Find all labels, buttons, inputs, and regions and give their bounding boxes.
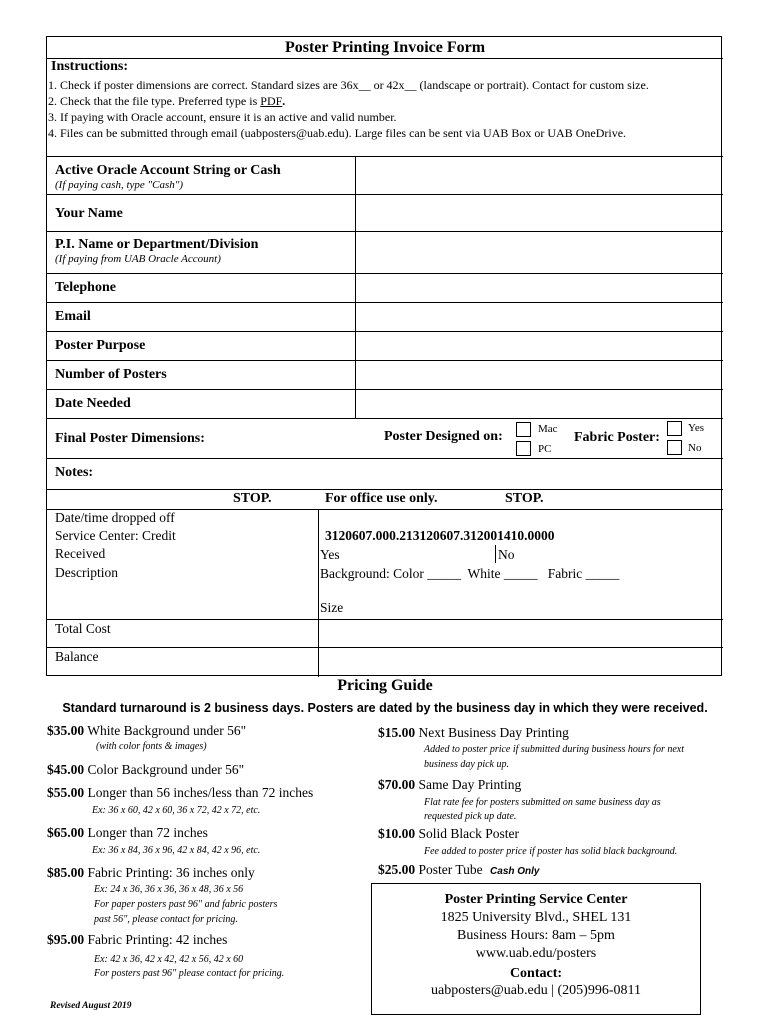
telephone-label: Telephone [55, 280, 116, 295]
price-note-next-day-b: business day pick up. [424, 759, 509, 770]
instruction-3: 3. If paying with Oracle account, ensure it is an active and valid number. [48, 110, 397, 124]
instruction-4: 4. Files can be submitted through email (uabposters@uab.edu). Large files can be sent via UAB Box or UAB OneDrive. [48, 126, 627, 140]
price-row-tube: $25.00 Poster Tube Cash Only [378, 862, 540, 877]
telephone-input[interactable] [356, 274, 722, 302]
row-divider [47, 619, 723, 620]
fabric-yes-label: Yes [688, 422, 705, 434]
balance-label: Balance [55, 649, 99, 664]
fabric-no-label: No [688, 442, 702, 454]
purpose-input[interactable] [356, 332, 722, 360]
price-row-fabric36: $85.00 Fabric Printing: 36 inches only [47, 865, 255, 880]
center-address: 1825 University Blvd., SHEL 131 [440, 910, 632, 925]
description-label: Description [55, 565, 118, 580]
price-note-fabric36-c: past 56", please contact for pricing. [94, 914, 238, 925]
price-note-same-day-a: Flat rate fee for posters submitted on same business day as [424, 797, 661, 808]
name-label: Your Name [55, 206, 123, 221]
total-cost-label: Total Cost [55, 621, 111, 636]
price-note-white: (with color fonts & images) [96, 741, 207, 752]
mac-checkbox[interactable] [516, 422, 531, 437]
date-label: Date Needed [55, 396, 131, 411]
background-line: Background: Color _____ White _____ Fabric _____ [320, 566, 620, 581]
pi-input[interactable] [356, 232, 722, 273]
price-row-same-day: $70.00 Same Day Printing [378, 777, 522, 792]
received-no: No [498, 547, 515, 562]
price-note-fabric36-b: For paper posters past 96" and fabric posters [94, 899, 278, 910]
dropped-off-label: Date/time dropped off [55, 510, 175, 525]
stop-left: STOP. [233, 491, 272, 506]
dimensions-label: Final Poster Dimensions: [55, 431, 205, 446]
number-label: Number of Posters [55, 367, 167, 382]
column-divider [495, 545, 496, 563]
size-label: Size [320, 600, 344, 615]
price-note-black: Fee added to poster price if poster has solid black background. [424, 846, 678, 857]
contact-label: Contact: [509, 966, 563, 981]
contact-info[interactable]: uabposters@uab.edu | (205)996-0811 [431, 983, 641, 998]
pc-checkbox[interactable] [516, 441, 531, 456]
notes-input[interactable] [107, 459, 721, 489]
form-title: Poster Printing Invoice Form [284, 39, 486, 56]
cash-only-note: Cash Only [490, 866, 540, 877]
name-input[interactable] [356, 195, 722, 231]
center-name: Poster Printing Service Center [444, 892, 628, 907]
price-note-same-day-b: requested pick up date. [424, 811, 517, 822]
instructions-list [48, 77, 720, 141]
price-row-black: $10.00 Solid Black Poster [378, 826, 519, 841]
invoice-form [46, 36, 722, 676]
service-center-label: Service Center: Credit [55, 528, 176, 543]
pdf-text: PDF [260, 94, 283, 108]
price-note-next-day-a: Added to poster price if submitted during business hours for next [424, 744, 684, 755]
mac-label: Mac [538, 423, 558, 435]
fabric-label: Fabric Poster: [574, 430, 660, 445]
oracle-input[interactable] [356, 157, 722, 194]
price-row-fabric42: $95.00 Fabric Printing: 42 inches [47, 932, 228, 947]
fabric-yes-checkbox[interactable] [667, 421, 682, 436]
designed-label: Poster Designed on: [384, 429, 503, 444]
purpose-label: Poster Purpose [55, 338, 146, 353]
fabric-no-checkbox[interactable] [667, 440, 682, 455]
column-divider [318, 509, 319, 677]
price-row-color: $45.00 Color Background under 56" [47, 762, 245, 777]
received-label: Received [55, 546, 106, 561]
price-row-56-72: $55.00 Longer than 56 inches/less than 72 inches [47, 785, 314, 800]
stop-right: STOP. [505, 491, 544, 506]
number-input[interactable] [356, 361, 722, 389]
pricing-heading: Pricing Guide [337, 677, 433, 694]
pi-label: P.I. Name or Department/Division [55, 237, 259, 252]
office-only-label: For office use only. [325, 491, 438, 506]
notes-label: Notes: [55, 465, 94, 480]
price-row-white: $35.00 White Background under 56" [47, 723, 247, 738]
price-note-fabric42-a: Ex: 42 x 36, 42 x 42, 42 x 56, 42 x 60 [94, 954, 244, 965]
instruction-2: 2. Check that the file type. Preferred type is PDF. [48, 94, 286, 108]
instructions-heading: Instructions: [51, 59, 129, 74]
email-input[interactable] [356, 303, 722, 331]
price-row-next-day: $15.00 Next Business Day Printing [378, 725, 569, 740]
row-divider [47, 647, 723, 648]
account-string: 3120607.000.213120607.312001410.0000 [325, 528, 555, 543]
oracle-note: (If paying cash, type "Cash") [55, 179, 184, 191]
pc-label: PC [538, 443, 552, 455]
oracle-label: Active Oracle Account String or Cash [55, 163, 281, 178]
price-row-72: $65.00 Longer than 72 inches [47, 825, 208, 840]
row-divider [47, 418, 723, 419]
revised-date: Revised August 2019 [50, 1001, 132, 1011]
email-label: Email [55, 309, 91, 324]
price-note-fabric36-a: Ex: 24 x 36, 36 x 36, 36 x 48, 36 x 56 [94, 884, 244, 895]
title-divider [47, 58, 723, 59]
price-note-72: Ex: 36 x 84, 36 x 96, 42 x 84, 42 x 96, etc. [92, 845, 261, 856]
turnaround-text: Standard turnaround is 2 business days. Posters are dated by the business day in which they were received. [62, 701, 708, 715]
center-website[interactable]: www.uab.edu/posters [475, 946, 597, 961]
instruction-1: 1. Check if poster dimensions are correct. Standard sizes are 36x__ or 42x__ (landscape or portrait). Contact for custom size. [48, 78, 649, 92]
row-divider [47, 489, 723, 490]
center-hours: Business Hours: 8am – 5pm [457, 928, 615, 943]
price-note-56-72: Ex: 36 x 60, 42 x 60, 36 x 72, 42 x 72, etc. [92, 805, 261, 816]
service-center-box [371, 883, 701, 1015]
received-yes: Yes [320, 547, 340, 562]
date-input[interactable] [356, 390, 722, 418]
pi-note: (If paying from UAB Oracle Account) [55, 253, 221, 265]
price-note-fabric42-b: For posters past 96" please contact for pricing. [94, 968, 285, 979]
